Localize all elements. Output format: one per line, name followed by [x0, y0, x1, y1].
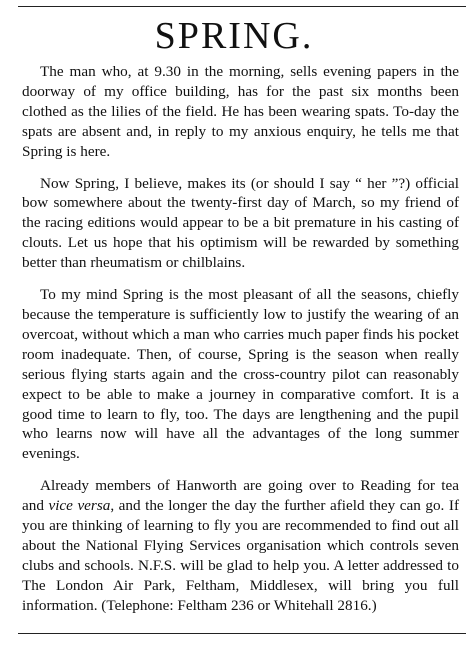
bottom-rule: [18, 633, 466, 634]
paragraph-3: To my mind Spring is the most pleasant of all the seasons, chiefly because the temperature is sufficiently low to justify the wearing of an overcoat, without which a man who carries much paper finds his pocket room inadequate. Then, of course, Spring is the season when really serious flying starts again and the cross-country pilot can reasonably expect to be able to make a journey in comparative comfort. It is a good time to learn to fly, too. The days are lengthening and the pupil who learns now will have all the advantages of the long summer evenings.: [22, 286, 459, 463]
paragraph-4-end: , and the longer the day the further afield they can go. If you are thinking of learning to fly you are recommended to find out all about the National Flying Services organisation which controls seven clubs and schools. N.F.S. will be glad to help you. A letter addressed to The London Air Park, Feltham, Middlesex, will bring you full information. (Telephone: Feltham 236 or Whitehall 2816.): [22, 497, 459, 614]
top-rule: [18, 6, 466, 7]
article-body: [22, 62, 459, 616]
italic-phrase: vice versa: [48, 497, 111, 515]
paragraph-1: The man who, at 9.30 in the morning, sells evening papers in the doorway of my office building, has for the past six months been clothed as the lilies of the field. He has been wearing spats. To-day the spats are absent and, in reply to my anxious enquiry, he tells me that Spring is here.: [22, 63, 459, 160]
article-title: SPRING.: [154, 15, 314, 57]
paragraph-2: Now Spring, I believe, makes its (or should I say “ her ”?) official bow somewhere about the twenty-first day of March, so my friend of the racing editions would appear to be a bit premature in his casting of clouts. Let us hope that his optimism will be rewarded by something better than rheumatism or chilblains.: [22, 174, 459, 272]
paragraph-4-start: Already members of Hanworth are going over to Reading for tea and: [22, 477, 459, 515]
paragraph-4: [22, 476, 459, 615]
